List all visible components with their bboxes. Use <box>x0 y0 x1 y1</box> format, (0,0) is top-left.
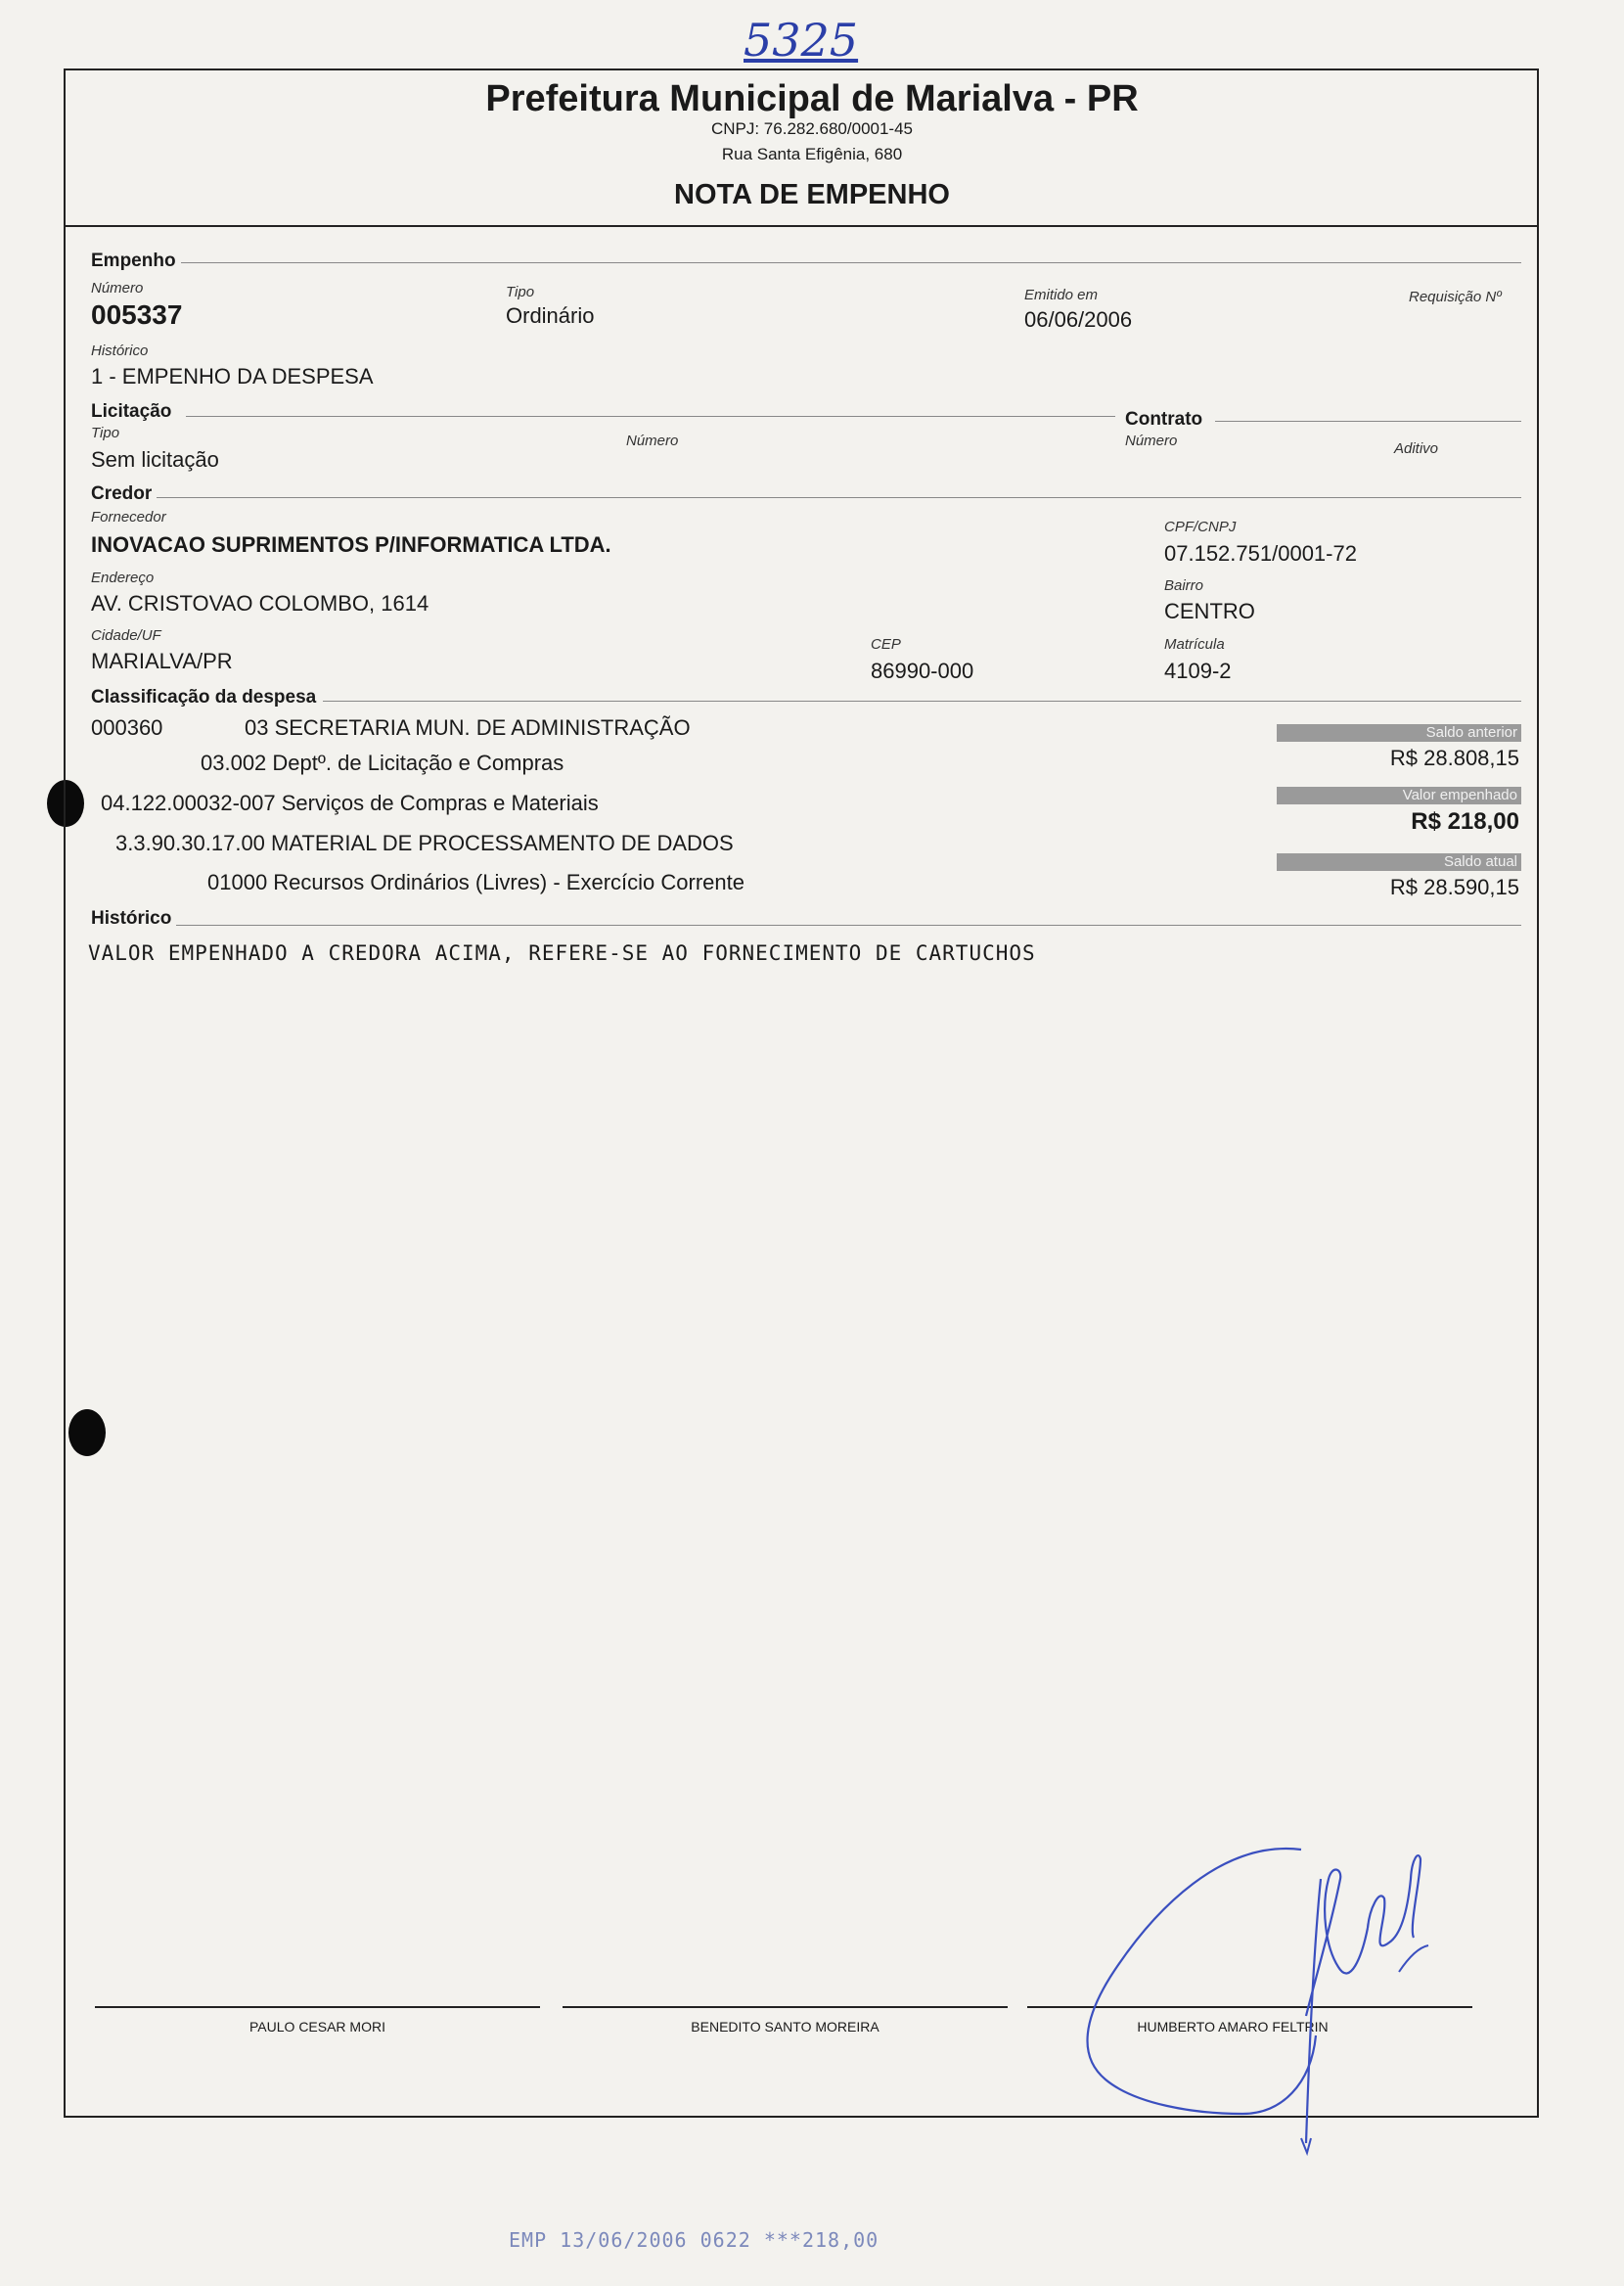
empenho-requisicao-label: Requisição Nº <box>1409 289 1502 305</box>
credor-bairro: CENTRO <box>1164 599 1255 623</box>
empenho-emitido: 06/06/2006 <box>1024 307 1133 332</box>
section-rule <box>323 701 1521 702</box>
signature-line-1 <box>95 2006 540 2008</box>
credor-matricula-label: Matrícula <box>1164 636 1225 653</box>
classificacao-elemento: 3.3.90.30.17.00 MATERIAL DE PROCESSAMENTO DE DADOS <box>115 831 734 855</box>
classificacao-departamento: 03.002 Deptº. de Licitação e Compras <box>201 751 564 775</box>
empenho-tipo-label: Tipo <box>506 284 535 300</box>
credor-cidade-label: Cidade/UF <box>91 627 161 644</box>
handwritten-number: 5325 <box>744 14 859 67</box>
section-classificacao: Classificação da despesa <box>91 687 317 708</box>
section-rule <box>1215 421 1521 422</box>
protocol-stamp: EMP 13/06/2006 0622 ***218,00 <box>509 2228 880 2252</box>
page-title: Prefeitura Municipal de Marialva - PR <box>485 78 1139 119</box>
classificacao-recurso: 01000 Recursos Ordinários (Livres) - Exercício Corrente <box>207 870 744 894</box>
section-contrato: Contrato <box>1125 409 1203 430</box>
section-rule <box>176 925 1521 926</box>
empenho-historico: 1 - EMPENHO DA DESPESA <box>91 364 374 389</box>
saldo-atual-label: Saldo atual <box>1277 853 1521 871</box>
historico-text: VALOR EMPENHADO A CREDORA ACIMA, REFERE-SE AO FORNECIMENTO DE CARTUCHOS <box>88 941 1036 965</box>
section-licitacao: Licitação <box>91 401 172 422</box>
licitacao-tipo: Sem licitação <box>91 447 219 472</box>
valor-empenhado-value: R$ 218,00 <box>1411 808 1519 835</box>
document-title: NOTA DE EMPENHO <box>674 179 950 210</box>
section-historico: Histórico <box>91 908 172 929</box>
licitacao-tipo-label: Tipo <box>91 425 120 441</box>
section-rule <box>157 497 1521 498</box>
saldo-anterior-value: R$ 28.808,15 <box>1389 746 1519 770</box>
valor-empenhado-label: Valor empenhado <box>1277 787 1521 804</box>
credor-fornecedor-label: Fornecedor <box>91 509 166 526</box>
licitacao-numero-label: Número <box>626 433 679 449</box>
credor-cidade: MARIALVA/PR <box>91 649 233 673</box>
empenho-emitido-label: Emitido em <box>1024 287 1099 303</box>
empenho-historico-label: Histórico <box>91 343 149 359</box>
credor-bairro-label: Bairro <box>1164 577 1204 594</box>
header-cnpj: CNPJ: 76.282.680/0001-45 <box>710 119 914 138</box>
credor-cpf: 07.152.751/0001-72 <box>1164 541 1357 566</box>
credor-endereco: AV. CRISTOVAO COLOMBO, 1614 <box>91 591 429 616</box>
header-address: Rua Santa Efigênia, 680 <box>721 145 903 163</box>
saldo-anterior-label: Saldo anterior <box>1277 724 1521 742</box>
signature-name-1: PAULO CESAR MORI <box>249 2019 385 2035</box>
credor-matricula: 4109-2 <box>1164 659 1232 683</box>
header-separator <box>64 225 1539 227</box>
credor-fornecedor: INOVACAO SUPRIMENTOS P/INFORMATICA LTDA. <box>91 532 611 557</box>
empenho-numero: 005337 <box>91 299 183 330</box>
classificacao-codigo: 000360 <box>91 715 163 740</box>
section-rule <box>186 416 1115 417</box>
section-credor: Credor <box>91 483 153 504</box>
signature-name-3: HUMBERTO AMARO FELTRIN <box>1137 2019 1329 2035</box>
classificacao-secretaria: 03 SECRETARIA MUN. DE ADMINISTRAÇÃO <box>245 715 691 740</box>
credor-cep: 86990-000 <box>871 659 974 683</box>
signature-name-2: BENEDITO SANTO MOREIRA <box>691 2019 880 2035</box>
handwritten-signature <box>1076 1820 1448 2172</box>
classificacao-programa: 04.122.00032-007 Serviços de Compras e Materiais <box>101 791 599 815</box>
empenho-numero-label: Número <box>91 280 144 297</box>
credor-cpf-label: CPF/CNPJ <box>1164 519 1237 535</box>
contrato-numero-label: Número <box>1125 433 1178 449</box>
section-empenho: Empenho <box>91 251 176 271</box>
empenho-tipo: Ordinário <box>506 303 595 328</box>
saldo-atual-value: R$ 28.590,15 <box>1389 875 1519 899</box>
contrato-aditivo-label: Aditivo <box>1394 440 1439 457</box>
signature-line-2 <box>563 2006 1008 2008</box>
credor-endereco-label: Endereço <box>91 570 155 586</box>
credor-cep-label: CEP <box>871 636 901 653</box>
section-rule <box>181 262 1521 263</box>
